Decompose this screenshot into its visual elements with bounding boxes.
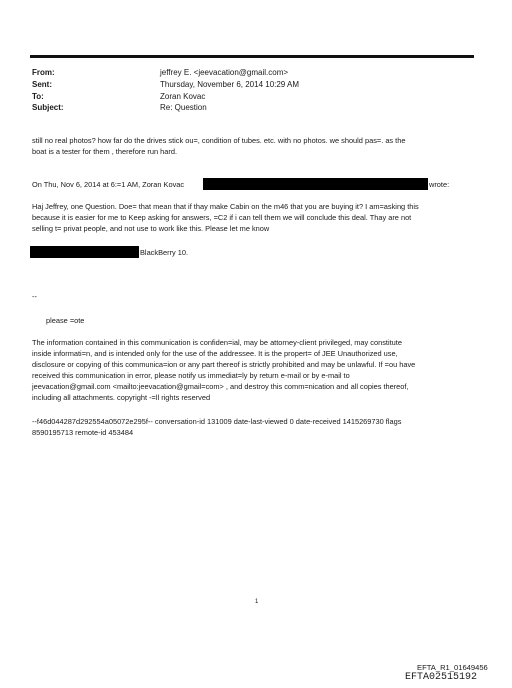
disclaimer-line: including all attachments. copyright -=ll rights reserved xyxy=(32,393,211,402)
body-line: still no real photos? how far do the drives stick ou=, condition of tubes. etc. with no photos. we should pas=. as the xyxy=(32,136,406,145)
sent-value: Thursday, November 6, 2014 10:29 AM xyxy=(160,80,300,89)
disclaimer-line: jeevacation@gmail.com <mailto:jeevacation@gmail=com> , and destroy this comm=nication and all copies thereof, xyxy=(32,382,409,391)
disclaimer-line: disclosure or copying of this communica=ion or any part thereof is strictly prohibited and may be unlawful. If =ou have xyxy=(32,360,416,369)
sent-label: Sent: xyxy=(32,80,52,89)
quoted-line: selling t= privat people, and not use to work like this. Please let me know xyxy=(32,224,270,233)
body-line: boat is a tester for them , therefore run hard. xyxy=(32,147,178,156)
page-number: 1 xyxy=(255,599,259,605)
please-note: please =ote xyxy=(46,316,85,325)
meta-line: --f46d044287d292554a05072e295f-- conversation-id 131009 date-last-viewed 0 date-received 1415269730 flags xyxy=(32,417,402,426)
header-rule xyxy=(30,55,474,58)
disclaimer-line: received this communication in error, please notify us immediat=ly by return e-mail or by e-mail to xyxy=(32,371,350,380)
quoted-line: Haj Jeffrey, one Question. Doe= that mean that if thay make Cabin on the m46 that you are buying it? I am=asking this xyxy=(32,202,419,211)
redaction-bar xyxy=(203,178,428,190)
quoted-line: because it is easier for me to Keep asking for answers, =C2 if i can tell them we will conclude this deal. Thay are not xyxy=(32,213,412,222)
from-value: jeffrey E. <jeevacation@gmail.com> xyxy=(160,68,289,77)
quote-intro-prefix: On Thu, Nov 6, 2014 at 6:=1 AM, Zoran Kovac xyxy=(32,180,185,189)
signature-suffix: BlackBerry 10. xyxy=(140,248,189,257)
from-label: From: xyxy=(32,68,55,77)
subject-label: Subject: xyxy=(32,103,64,112)
footer-ref-small: EFTA_R1_01649456 xyxy=(417,663,488,672)
quote-intro-suffix: wrote: xyxy=(429,180,450,189)
disclaimer-line: inside informati=n, and is intended only for the use of the addressee. It is the propert= of JEE Unauthorized use, xyxy=(32,349,398,358)
redaction-bar xyxy=(30,246,139,258)
separator: -- xyxy=(32,292,37,301)
to-value: Zoran Kovac xyxy=(160,92,206,101)
meta-line: 8590195713 remote-id 453484 xyxy=(32,428,134,437)
subject-value: Re: Question xyxy=(160,103,207,112)
footer-ref-large: EFTA02515192 xyxy=(405,672,478,683)
disclaimer-line: The information contained in this communication is confiden=ial, may be attorney-client privileged, may constitute xyxy=(32,338,402,347)
to-label: To: xyxy=(32,92,44,101)
